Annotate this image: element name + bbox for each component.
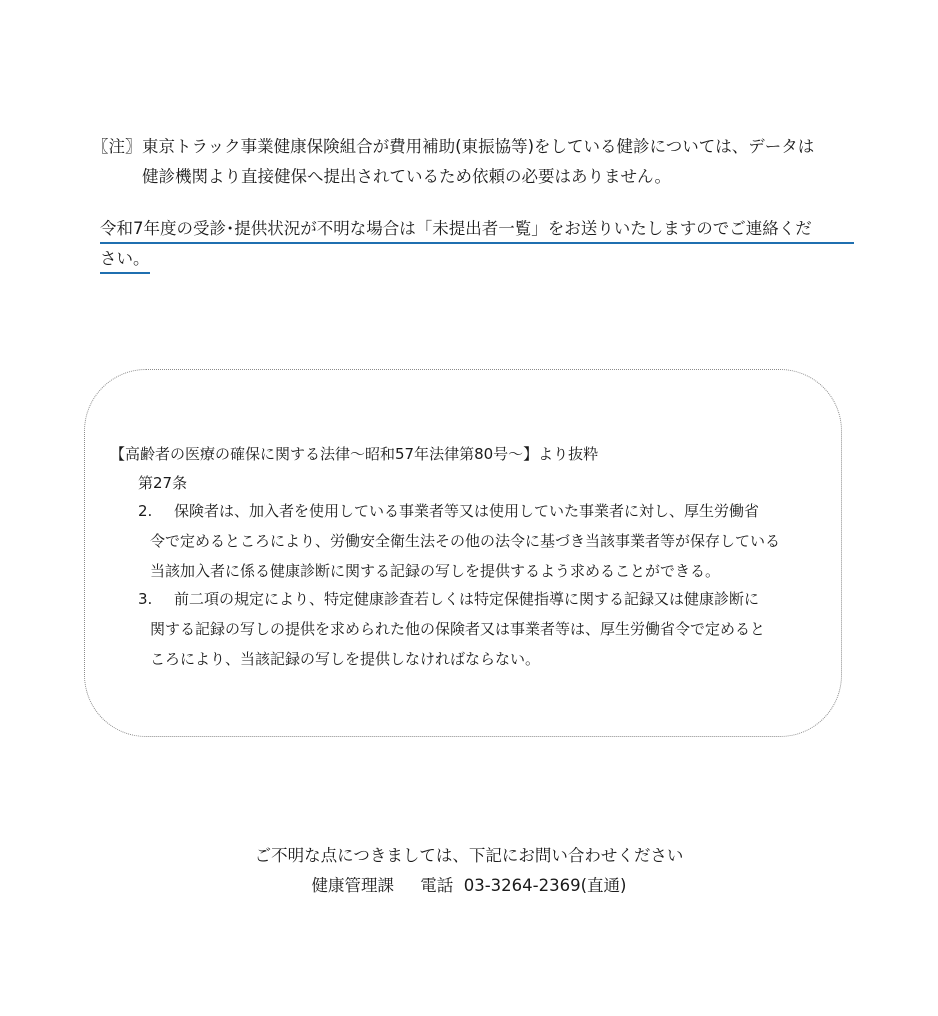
law-clause-2-line-2: 令で定めるところにより、労働安全衛生法その他の法令に基づき当該事業者等が保存している bbox=[150, 532, 781, 550]
contact-phone-number: 03-3264-2369(直通) bbox=[463, 876, 627, 895]
note-prefix: 〖注〗 bbox=[92, 137, 142, 156]
law-clause-3-number: 3. bbox=[138, 590, 153, 608]
contact-department: 健康管理課 bbox=[311, 876, 394, 895]
law-clause-3-first-line bbox=[138, 584, 828, 614]
law-clause-2-first-line bbox=[138, 496, 828, 526]
contact-phone-label: 電話 bbox=[420, 876, 454, 895]
note-text-line-1: 東京トラック事業健康保険組合が費用補助(東振協等)をしている健診については、データは bbox=[142, 137, 815, 156]
law-clause-2-line-3: 当該加入者に係る健康診断に関する記録の写しを提供するよう求めることができる。 bbox=[150, 562, 721, 580]
law-clause-3 bbox=[138, 584, 828, 674]
law-clause-3-line-1: 前二項の規定により、特定健康診査若しくは特定保健指導に関する記録又は健康診断に bbox=[174, 590, 760, 608]
law-clause-2 bbox=[138, 496, 828, 586]
note-text-line-2: 健診機関より直接健保へ提出されているため依頼の必要はありません。 bbox=[142, 167, 671, 186]
note-block bbox=[92, 132, 872, 192]
law-article-number: 第27条 bbox=[138, 474, 188, 492]
law-heading: 【高齢者の医療の確保に関する法律～昭和57年法律第80号～】より抜粋 bbox=[110, 445, 599, 463]
request-notice bbox=[100, 216, 860, 274]
request-notice-line-2: さい。 bbox=[100, 246, 150, 274]
request-notice-line-1: 令和7年度の受診･提供状況が不明な場合は「未提出者一覧」をお送りいたしますのでご連絡くだ bbox=[100, 216, 854, 244]
contact-inquiry-text: ご不明な点につきましては、下記にお問い合わせください bbox=[254, 846, 684, 865]
law-clause-3-line-2: 関する記録の写しの提供を求められた他の保険者又は事業者等は、厚生労働省令で定めると bbox=[150, 620, 766, 638]
law-clause-2-line-1: 保険者は、加入者を使用している事業者等又は使用していた事業者に対し、厚生労働省 bbox=[174, 502, 760, 520]
law-clause-2-number: 2. bbox=[138, 502, 153, 520]
contact-details-row bbox=[0, 871, 938, 901]
note-first-line bbox=[92, 132, 872, 162]
contact-section bbox=[0, 841, 938, 901]
law-clause-3-line-3: ころにより、当該記録の写しを提供しなければならない。 bbox=[150, 650, 541, 668]
